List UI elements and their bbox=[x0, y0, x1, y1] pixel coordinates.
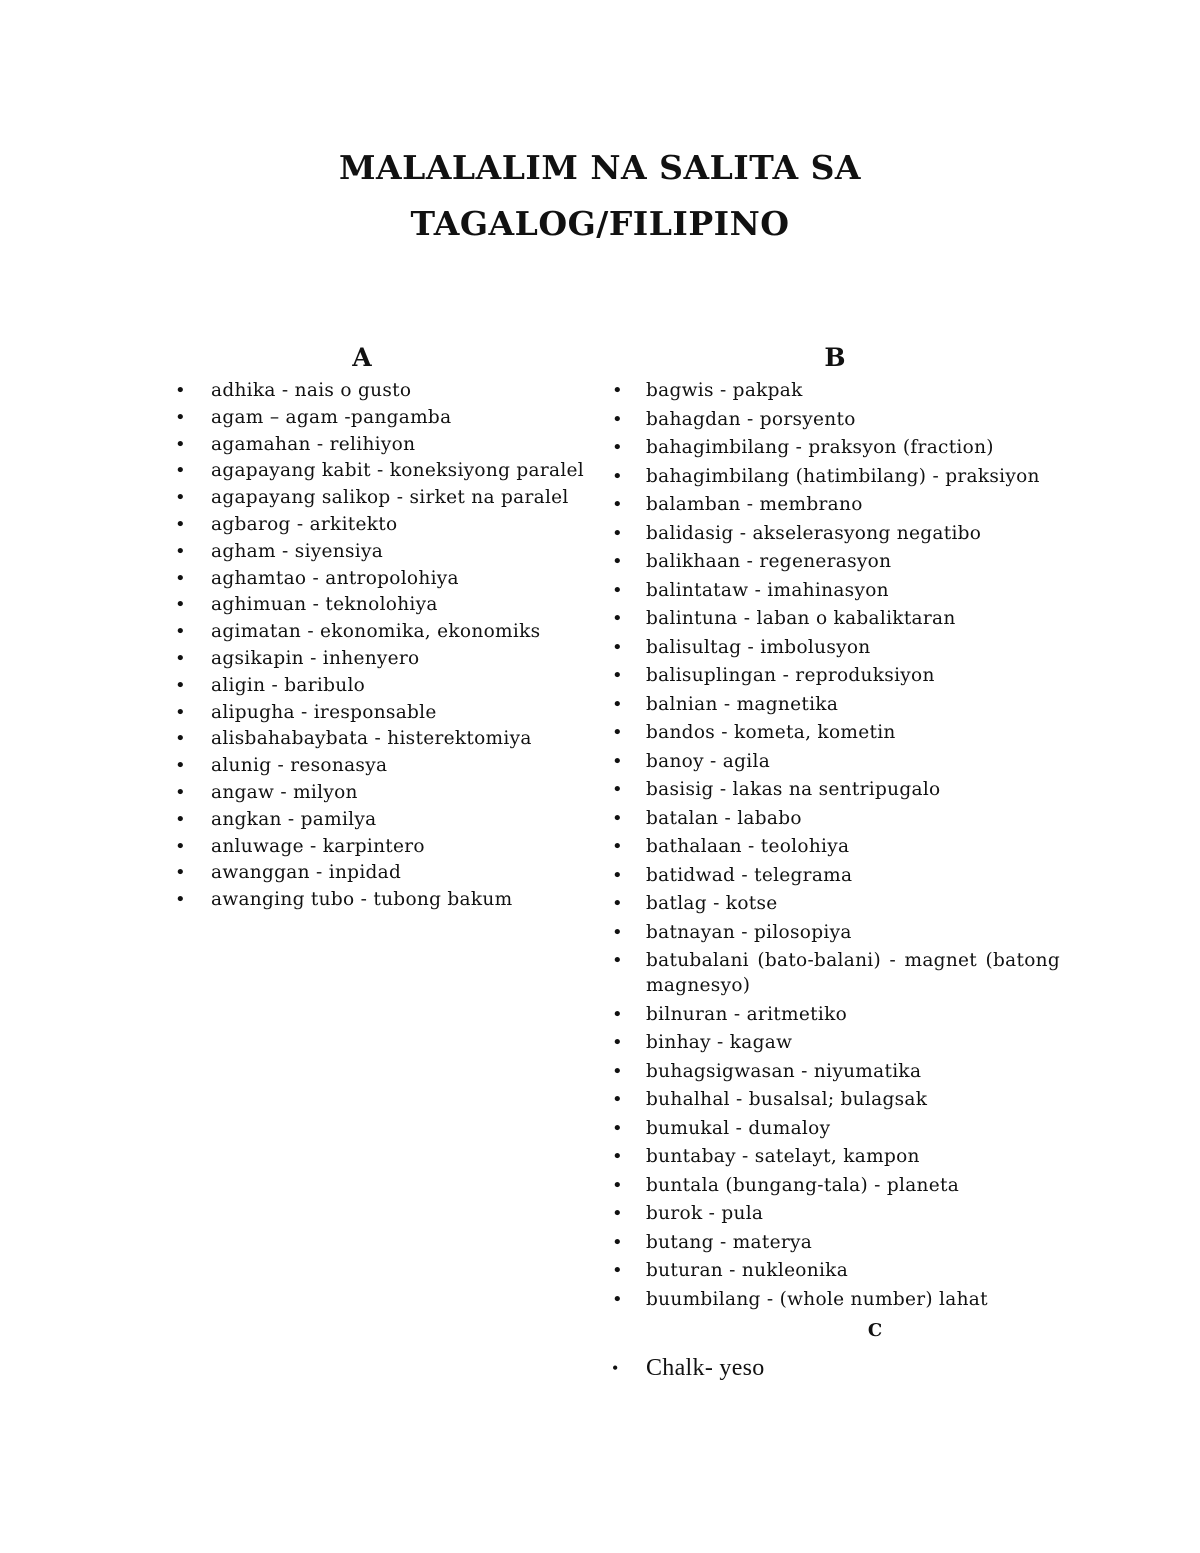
list-item-text: bahagimbilang - praksyon (fraction) bbox=[646, 437, 994, 458]
list-item bbox=[610, 1030, 1060, 1055]
bullet-icon: • bbox=[175, 647, 186, 669]
list-item bbox=[173, 485, 591, 510]
word-list-b bbox=[610, 378, 1060, 1312]
list-item-text: angkan - pamilya bbox=[211, 808, 377, 830]
list-item-text: angaw - milyon bbox=[211, 781, 358, 803]
bullet-icon: • bbox=[175, 513, 186, 535]
bullet-icon: • bbox=[175, 380, 186, 401]
list-item-text: basisig - lakas na sentripugalo bbox=[646, 779, 941, 800]
list-item-text: agamahan - relihiyon bbox=[211, 433, 416, 455]
list-item bbox=[173, 378, 591, 403]
bullet-icon: • bbox=[175, 567, 186, 589]
list-item-text: balintuna - laban o kabaliktaran bbox=[646, 608, 956, 629]
list-item bbox=[610, 749, 1060, 774]
bullet-icon: • bbox=[612, 1260, 623, 1281]
bullet-icon: • bbox=[612, 750, 623, 772]
list-item-text: agsikapin - inhenyero bbox=[211, 647, 420, 669]
list-item-text: batubalani (bato-balani) - magnet (batong magnesyo) bbox=[646, 950, 1060, 996]
list-item bbox=[173, 405, 591, 430]
bullet-icon: • bbox=[612, 693, 623, 715]
bullet-icon: • bbox=[175, 862, 186, 884]
list-item bbox=[610, 948, 1060, 998]
list-item-text: balisuplingan - reproduksiyon bbox=[646, 665, 935, 686]
bullet-icon: • bbox=[612, 1288, 623, 1310]
list-item bbox=[173, 753, 591, 778]
bullet-icon: • bbox=[612, 893, 623, 914]
list-item-text: batnayan - pilosopiya bbox=[646, 921, 852, 943]
page-title bbox=[0, 140, 1200, 252]
list-item bbox=[610, 720, 1060, 745]
list-item-text: agbarog - arkitekto bbox=[211, 513, 398, 535]
list-item-text: agapayang salikop - sirket na paralel bbox=[211, 487, 569, 509]
list-item bbox=[173, 539, 591, 564]
list-item bbox=[610, 1201, 1060, 1226]
list-item-text: banoy - agila bbox=[646, 750, 771, 772]
bullet-icon: • bbox=[612, 608, 623, 629]
list-item-text: buhagsigwasan - niyumatika bbox=[646, 1060, 922, 1082]
list-item-text: alipugha - iresponsable bbox=[211, 701, 437, 723]
list-item bbox=[173, 860, 591, 885]
bullet-icon: • bbox=[612, 522, 623, 544]
section-heading-a: A bbox=[352, 343, 372, 372]
list-item bbox=[610, 663, 1060, 688]
bullet-icon: • bbox=[612, 1060, 623, 1082]
bullet-icon: • bbox=[175, 487, 186, 509]
bullet-icon: • bbox=[612, 437, 623, 458]
bullet-icon: • bbox=[612, 807, 623, 829]
list-item bbox=[173, 619, 591, 644]
list-item-text: bandos - kometa, kometin bbox=[646, 722, 896, 743]
list-item bbox=[173, 432, 591, 457]
list-item-text: batlag - kotse bbox=[646, 893, 778, 914]
list-item bbox=[173, 726, 591, 751]
list-item-text: agham - siyensiya bbox=[211, 540, 384, 562]
list-item-text: balnian - magnetika bbox=[646, 693, 839, 715]
list-item bbox=[173, 646, 591, 671]
list-item-text: bilnuran - aritmetiko bbox=[646, 1003, 848, 1025]
list-item bbox=[173, 700, 591, 725]
list-item-text: balikhaan - regenerasyon bbox=[646, 551, 892, 572]
list-item bbox=[610, 606, 1060, 631]
list-item bbox=[610, 1059, 1060, 1084]
list-item-text: alunig - resonasya bbox=[211, 755, 388, 777]
list-item bbox=[610, 1287, 1060, 1312]
list-item-text: awanging tubo - tubong bakum bbox=[211, 889, 513, 911]
list-item bbox=[173, 512, 591, 537]
list-item-text: agapayang kabit - koneksiyong paralel bbox=[211, 460, 585, 482]
list-item-text: balintataw - imahinasyon bbox=[646, 579, 889, 601]
bullet-icon: • bbox=[612, 1174, 623, 1196]
list-item-text: batalan - lababo bbox=[646, 807, 802, 829]
list-item bbox=[173, 566, 591, 591]
bullet-icon: • bbox=[175, 621, 186, 643]
list-item-text: bagwis - pakpak bbox=[646, 380, 803, 401]
list-item bbox=[610, 1173, 1060, 1198]
bullet-icon: • bbox=[612, 494, 623, 515]
bullet-icon: • bbox=[612, 665, 623, 686]
bullet-icon: • bbox=[175, 406, 186, 428]
list-item-text: bathalaan - teolohiya bbox=[646, 836, 850, 857]
list-item-text: balidasig - akselerasyong negatibo bbox=[646, 522, 982, 544]
list-item bbox=[610, 1258, 1060, 1283]
list-item bbox=[173, 834, 591, 859]
list-item bbox=[610, 549, 1060, 574]
bullet-icon: • bbox=[175, 701, 186, 723]
word-list-a bbox=[173, 378, 591, 912]
page-title-line-1: MALALALIM NA SALITA SA bbox=[338, 148, 862, 187]
bullet-icon: • bbox=[612, 1146, 623, 1167]
list-item bbox=[610, 863, 1060, 888]
list-item bbox=[610, 777, 1060, 802]
list-item bbox=[610, 920, 1060, 945]
list-item bbox=[610, 578, 1060, 603]
list-item bbox=[610, 806, 1060, 831]
list-item bbox=[610, 635, 1060, 660]
list-item bbox=[173, 887, 591, 912]
list-item bbox=[610, 521, 1060, 546]
bullet-icon: • bbox=[612, 1089, 623, 1110]
list-item bbox=[610, 378, 1060, 403]
list-item-text: bahagdan - porsyento bbox=[646, 408, 856, 430]
bullet-icon: • bbox=[612, 921, 623, 943]
bullet-icon: • bbox=[612, 1003, 623, 1025]
bullet-icon: • bbox=[612, 1203, 623, 1224]
bullet-icon: • bbox=[175, 808, 186, 830]
bullet-icon: • bbox=[612, 722, 623, 743]
bullet-icon: • bbox=[175, 674, 186, 696]
section-heading-c: C bbox=[867, 1319, 883, 1341]
column-a bbox=[173, 338, 591, 914]
bullet-icon: • bbox=[175, 540, 186, 562]
list-item bbox=[610, 1230, 1060, 1255]
page-title-line-2: TAGALOG/FILIPINO bbox=[410, 204, 790, 243]
list-item-text: binhay - kagaw bbox=[646, 1032, 793, 1053]
word-list-c bbox=[610, 1352, 1060, 1384]
list-item bbox=[610, 891, 1060, 916]
list-item bbox=[173, 458, 591, 483]
list-item-text: aghamtao - antropolohiya bbox=[211, 567, 459, 589]
bullet-icon: • bbox=[175, 755, 186, 777]
bullet-icon: • bbox=[612, 1117, 623, 1139]
list-item-text: buhalhal - busalsal; bulagsak bbox=[646, 1089, 928, 1110]
list-item bbox=[610, 1087, 1060, 1112]
list-item-text: agimatan - ekonomika, ekonomiks bbox=[211, 621, 541, 643]
list-item-text: balamban - membrano bbox=[646, 494, 863, 515]
list-item-text: batidwad - telegrama bbox=[646, 864, 853, 886]
list-item-text: butang - materya bbox=[646, 1231, 813, 1253]
bullet-icon: • bbox=[612, 1357, 619, 1378]
list-item-text: buumbilang - (whole number) lahat bbox=[646, 1288, 988, 1310]
bullet-icon: • bbox=[612, 1032, 623, 1053]
list-item bbox=[610, 464, 1060, 489]
list-item bbox=[610, 435, 1060, 460]
list-item-text: bumukal - dumaloy bbox=[646, 1117, 831, 1139]
bullet-icon: • bbox=[175, 460, 186, 482]
bullet-icon: • bbox=[175, 728, 186, 750]
list-item bbox=[173, 673, 591, 698]
list-item-text: buntabay - satelayt, kampon bbox=[646, 1146, 920, 1167]
bullet-icon: • bbox=[612, 579, 623, 601]
list-item-text: anluwage - karpintero bbox=[211, 835, 425, 857]
bullet-icon: • bbox=[175, 781, 186, 803]
list-item bbox=[173, 807, 591, 832]
list-item-text: awanggan - inpidad bbox=[211, 862, 402, 884]
list-item-text: bahagimbilang (hatimbilang) - praksiyon bbox=[646, 465, 1040, 487]
list-item-text: alisbahabaybata - histerektomiya bbox=[211, 728, 532, 750]
list-item bbox=[610, 407, 1060, 432]
list-item bbox=[610, 492, 1060, 517]
bullet-icon: • bbox=[175, 594, 186, 616]
list-item bbox=[173, 592, 591, 617]
list-item-text: Chalk- yeso bbox=[646, 1354, 765, 1381]
list-item-text: buntala (bungang-tala) - planeta bbox=[646, 1174, 960, 1196]
section-heading-b: B bbox=[824, 343, 846, 372]
list-item-text: buturan - nukleonika bbox=[646, 1260, 849, 1281]
bullet-icon: • bbox=[175, 835, 186, 857]
list-item bbox=[610, 692, 1060, 717]
bullet-icon: • bbox=[612, 864, 623, 886]
bullet-icon: • bbox=[612, 551, 623, 572]
column-b bbox=[610, 338, 1060, 1387]
list-item bbox=[610, 834, 1060, 859]
bullet-icon: • bbox=[612, 636, 623, 658]
bullet-icon: • bbox=[612, 408, 623, 430]
list-item-text: burok - pula bbox=[646, 1203, 764, 1224]
list-item-text: aligin - baribulo bbox=[211, 674, 366, 696]
list-item bbox=[173, 780, 591, 805]
bullet-icon: • bbox=[612, 380, 623, 401]
list-item-text: agam – agam -pangamba bbox=[211, 406, 452, 428]
bullet-icon: • bbox=[612, 779, 623, 800]
bullet-icon: • bbox=[175, 433, 186, 455]
list-item bbox=[610, 1144, 1060, 1169]
list-item bbox=[610, 1352, 1060, 1384]
list-item bbox=[610, 1002, 1060, 1027]
list-item-text: adhika - nais o gusto bbox=[211, 380, 412, 401]
bullet-icon: • bbox=[612, 465, 623, 487]
list-item bbox=[610, 1116, 1060, 1141]
list-item-text: balisultag - imbolusyon bbox=[646, 636, 871, 658]
bullet-icon: • bbox=[175, 889, 186, 911]
bullet-icon: • bbox=[612, 950, 623, 971]
bullet-icon: • bbox=[612, 1231, 623, 1253]
list-item-text: aghimuan - teknolohiya bbox=[211, 594, 438, 616]
bullet-icon: • bbox=[612, 836, 623, 857]
